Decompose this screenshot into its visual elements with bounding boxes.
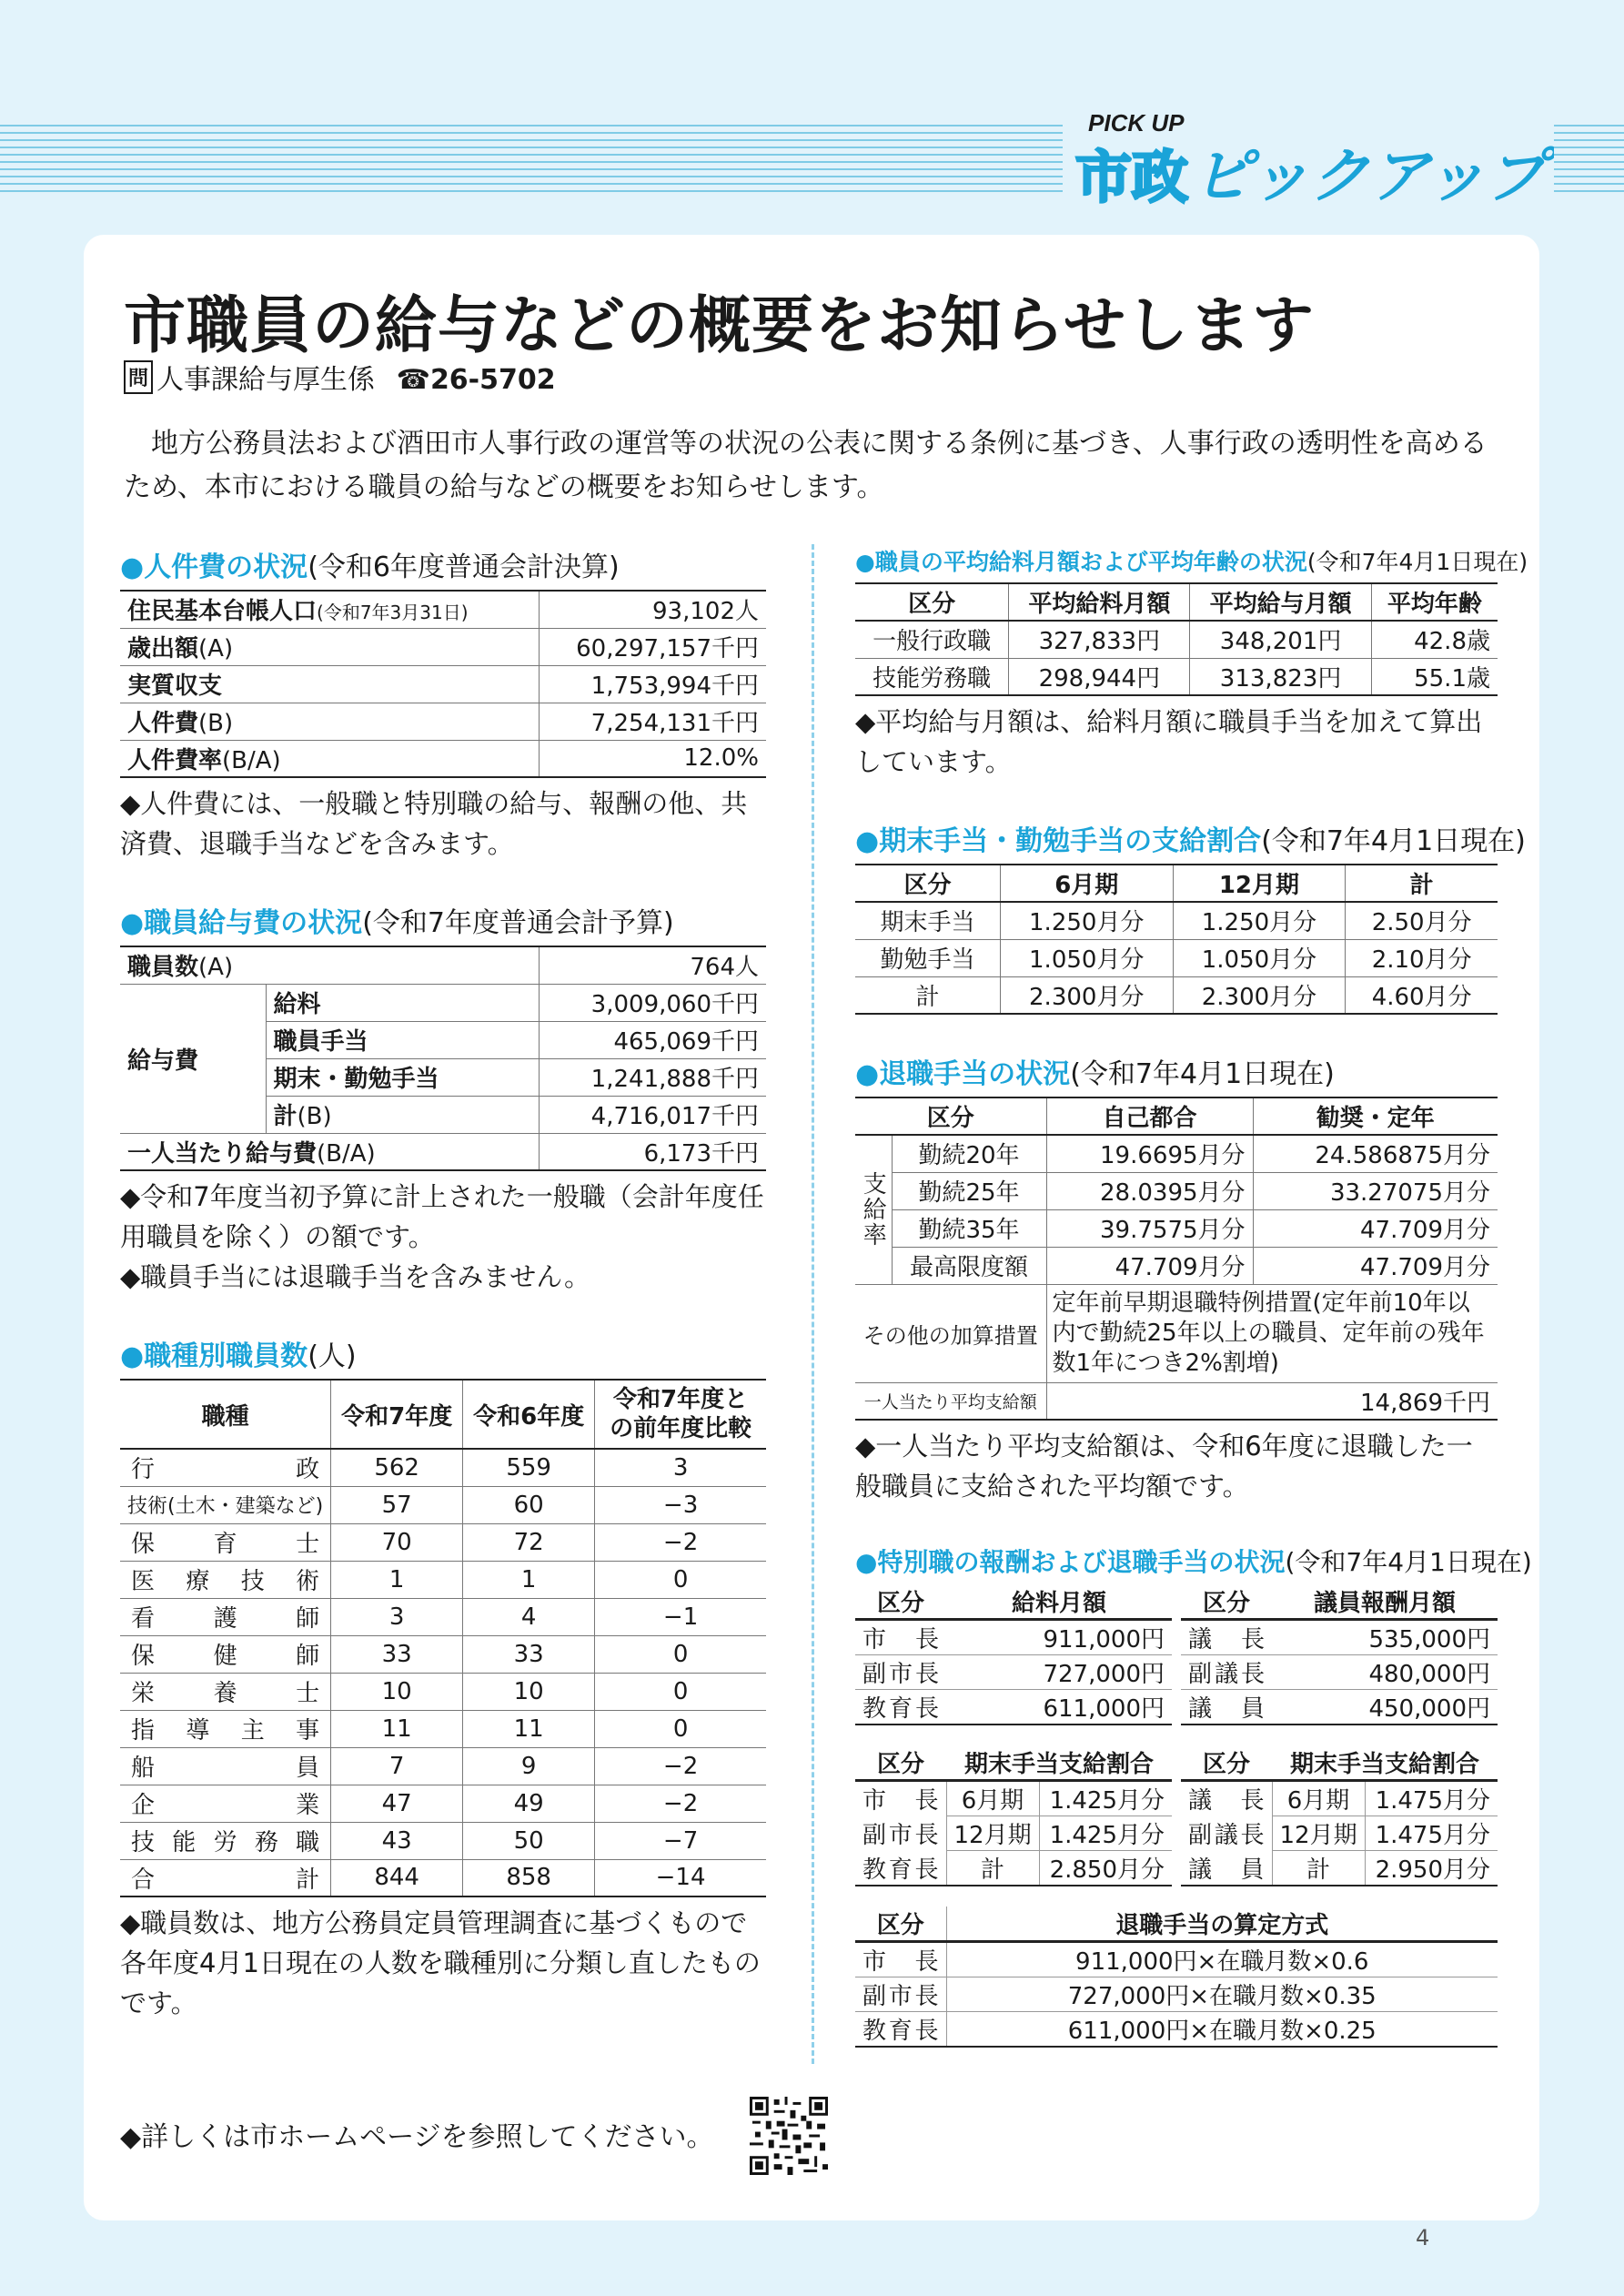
table-row: 歳出額(A) 60,297,157千円	[120, 628, 766, 665]
avg-salary-note: ◆平均給与月額は、給料月額に職員手当を加えて算出しています。	[855, 706, 1483, 777]
table-header-row: 区分 議員報酬月額	[1181, 1584, 1498, 1620]
table-row: 人件費率(B/A) 12.0%	[120, 740, 766, 777]
table-row: 議長 535,000円	[1181, 1620, 1498, 1655]
section-heading: ●特別職の報酬および退職手当の状況(令和7年4月1日現在)	[855, 1547, 1532, 1577]
table-row: 技術(土木・建築など) 57 60 −3	[120, 1486, 766, 1523]
retirement-section	[855, 1051, 1498, 1506]
logo-pickup-text: PICK UP	[1088, 109, 1185, 137]
table-header-row: 区分 退職手当の算定方式	[855, 1907, 1498, 1942]
table-row: 計 2.300月分 2.300月分 4.60月分	[855, 976, 1498, 1014]
table-row: 副議長 480,000円	[1181, 1655, 1498, 1690]
table-header-row: 区分 期末手当支給割合	[1181, 1745, 1498, 1781]
table-row: 支給率 勤続20年 19.6695月分 24.586875月分	[855, 1135, 1498, 1172]
table-row: 教育長 611,000円×在職月数×0.25	[855, 2012, 1498, 2048]
table-row: 議長 6月期 1.475月分	[1181, 1781, 1498, 1816]
staff-by-type-section	[120, 1333, 766, 2023]
bonus-table	[855, 864, 1498, 1015]
section-heading: ●人件費の状況(令和6年度普通会計決算)	[120, 551, 620, 583]
left-column	[120, 544, 766, 2059]
table-row: 市長 911,000円×在職月数×0.6	[855, 1942, 1498, 1977]
table-row: 行政 562 559 3	[120, 1449, 766, 1486]
special-section	[855, 1542, 1532, 2048]
pickup-logo	[1063, 107, 1554, 217]
table-row: 住民基本台帳人口(令和7年3月31日) 93,102人	[120, 591, 766, 628]
table-row: 職員数(A) 764人	[120, 946, 766, 984]
table-header-row: 区分 期末手当支給割合	[855, 1745, 1172, 1781]
footer-note: ◆詳しくは市ホームページを参照してください。	[120, 2121, 714, 2153]
personnel-cost-table	[120, 590, 766, 778]
table-row: 保健師 33 33 0	[120, 1635, 766, 1673]
contact-dept: 人事課給与厚生係	[156, 364, 376, 396]
retirement-table	[855, 1097, 1498, 1421]
page-number: 4	[1416, 2225, 1430, 2250]
bonus-section	[855, 818, 1526, 1015]
section-heading: ●職種別職員数(人)	[120, 1340, 357, 1372]
avg-salary-table	[855, 582, 1498, 696]
table-row: 勤勉手当 1.050月分 1.050月分 2.10月分	[855, 939, 1498, 976]
table-row: 一人当たり平均支給額 14,869千円	[855, 1382, 1498, 1420]
table-row: 船員 7 9 −2	[120, 1747, 766, 1785]
exec-salary-table	[855, 1584, 1172, 1725]
table-row: 技能労務職 43 50 −7	[120, 1822, 766, 1859]
contact-phone: 26-5702	[429, 364, 556, 396]
retirement-note: ◆一人当たり平均支給額は、令和6年度に退職した一般職員に支給された平均額です。	[855, 1431, 1473, 1502]
table-row: 栄養士 10 10 0	[120, 1673, 766, 1710]
table-row: 副市長 727,000円×在職月数×0.35	[855, 1977, 1498, 2012]
table-row: 人件費(B) 7,254,131千円	[120, 703, 766, 740]
special-bonus-pair	[855, 1745, 1498, 1886]
contact-line	[124, 357, 556, 397]
table-row: 勤続25年 28.0395月分 33.27075月分	[855, 1172, 1498, 1209]
special-salary-pair	[855, 1584, 1498, 1725]
table-row: 企業 47 49 −2	[120, 1785, 766, 1822]
table-row: 技能労務職 298,944円 313,823円 55.1歳	[855, 658, 1498, 695]
section-heading: ●期末手当・勤勉手当の支給割合(令和7年4月1日現在)	[855, 825, 1526, 857]
table-row: 看護師 3 4 −1	[120, 1598, 766, 1635]
logo-kana: ピックアップ	[1192, 141, 1546, 211]
phone-icon: ☎	[396, 364, 430, 396]
salary-cost-table	[120, 946, 766, 1171]
table-row: 勤続35年 39.7575月分 47.709月分	[855, 1209, 1498, 1247]
table-row: 副市長 727,000円	[855, 1655, 1172, 1690]
table-row: 議員 計 2.950月分	[1181, 1851, 1498, 1886]
section-heading: ●退職手当の状況(令和7年4月1日現在)	[855, 1058, 1335, 1090]
exec-bonus-table	[855, 1745, 1172, 1886]
column-divider	[812, 544, 814, 2064]
table-header-row: 区分 給料月額	[855, 1584, 1172, 1620]
page-title: 市職員の給与などの概要をお知らせします	[124, 290, 1315, 362]
table-row: 市長 911,000円	[855, 1620, 1172, 1655]
qr-code-icon[interactable]	[750, 2097, 828, 2175]
table-row: 給与費 給料 3,009,060千円	[120, 984, 766, 1021]
council-salary-table	[1181, 1584, 1498, 1725]
table-row: 指導主事 11 11 0	[120, 1710, 766, 1747]
table-row: 期末・勤勉手当 1,241,888千円	[120, 1058, 766, 1096]
table-row: 保育士 70 72 −2	[120, 1523, 766, 1561]
table-row: 議員 450,000円	[1181, 1690, 1498, 1725]
salary-cost-note: ◆令和7年度当初予算に計上された一般職（会計年度任用職員を除く）の額です。	[120, 1181, 764, 1252]
table-header-row: 区分 平均給料月額 平均給与月額 平均年齢	[855, 583, 1498, 621]
table-row: 最高限度額 47.709月分 47.709月分	[855, 1247, 1498, 1284]
table-row: 副議長 12月期 1.475月分	[1181, 1816, 1498, 1851]
council-bonus-table	[1181, 1745, 1498, 1886]
table-row: 副市長 12月期 1.425月分	[855, 1816, 1172, 1851]
table-row: 合計 844 858 −14	[120, 1859, 766, 1896]
table-row: 医療技術 1 1 0	[120, 1561, 766, 1598]
logo-kanji: 市政	[1075, 144, 1189, 210]
special-retire-table	[855, 1907, 1498, 2048]
table-row: その他の加算措置 定年前早期退職特例措置(定年前10年以内で勤続25年以上の職員、定年前の残年数1年につき2%割増)	[855, 1284, 1498, 1382]
inquiry-icon: 問	[124, 360, 153, 394]
right-column	[855, 544, 1532, 2084]
salary-cost-section	[120, 900, 766, 1297]
table-row: 実質収支 1,753,994千円	[120, 665, 766, 703]
table-header-row: 区分 自己都合 勧奨・定年	[855, 1097, 1498, 1135]
table-row: 職員手当 465,069千円	[120, 1021, 766, 1058]
table-header-row: 区分 6月期 12月期 計	[855, 865, 1498, 902]
avg-salary-section	[855, 544, 1528, 782]
personnel-cost-section	[120, 544, 766, 864]
section-heading: ●職員給与費の状況(令和7年度普通会計予算)	[120, 907, 674, 939]
salary-cost-note: ◆職員手当には退職手当を含みません。	[120, 1261, 591, 1292]
table-row: 計(B) 4,716,017千円	[120, 1096, 766, 1133]
staff-by-type-note: ◆職員数は、地方公務員定員管理調査に基づくもので各年度4月1日現在の人数を職種別に分類し直したものです。	[120, 1907, 761, 2018]
table-row: 教育長 611,000円	[855, 1690, 1172, 1725]
staff-by-type-table	[120, 1379, 766, 1897]
personnel-cost-note: ◆人件費には、一般職と特別職の給与、報酬の他、共済費、退職手当などを含みます。	[120, 788, 748, 859]
table-row: 教育長 計 2.850月分	[855, 1851, 1172, 1886]
section-heading: ●職員の平均給料月額および平均年齢の状況(令和7年4月1日現在)	[855, 549, 1528, 575]
table-row: 一般行政職 327,833円 348,201円 42.8歳	[855, 621, 1498, 658]
table-row: 一人当たり給与費(B/A) 6,173千円	[120, 1133, 766, 1170]
table-row: 期末手当 1.250月分 1.250月分 2.50月分	[855, 902, 1498, 939]
table-header-row: 職種 令和7年度 令和6年度 令和7年度との前年度比較	[120, 1380, 766, 1449]
table-row: 市長 6月期 1.425月分	[855, 1781, 1172, 1816]
content-card	[84, 235, 1539, 2220]
intro-text: 地方公務員法および酒田市人事行政の運営等の状況の公表に関する条例に基づき、人事行政の透明性を高めるため、本市における職員の給与などの概要をお知らせします。	[124, 428, 1488, 503]
